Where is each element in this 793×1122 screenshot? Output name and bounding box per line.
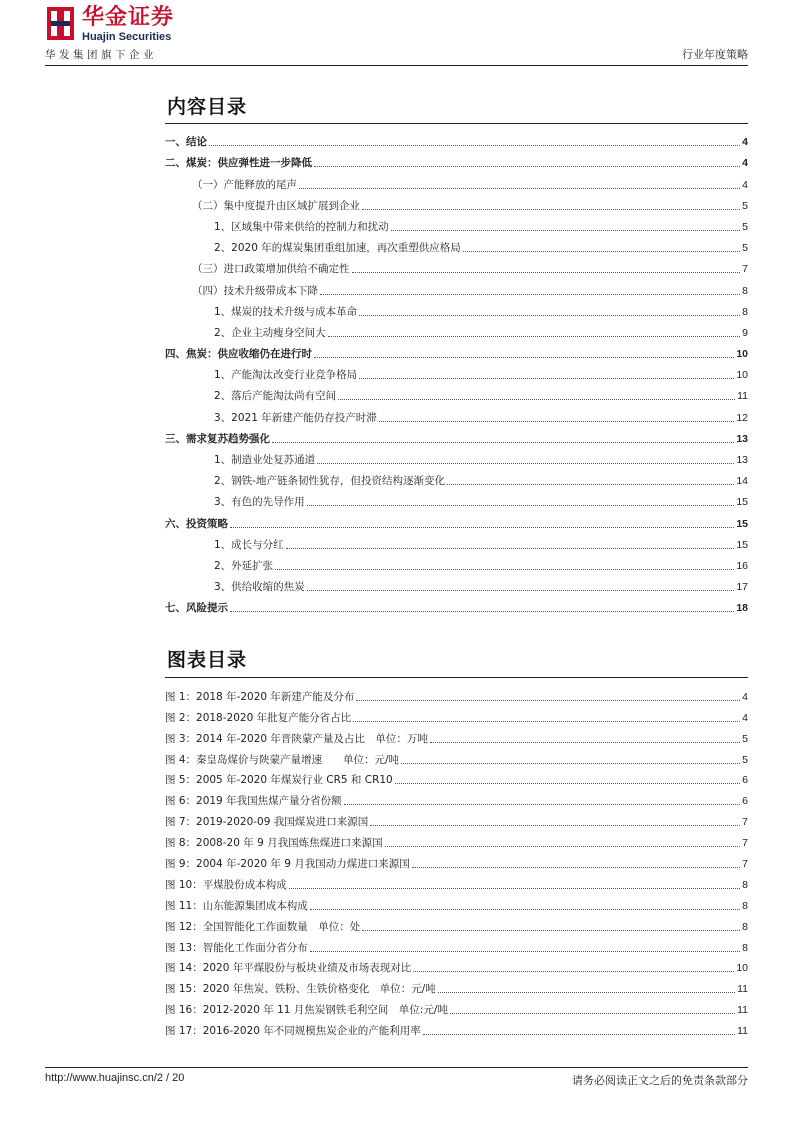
toc-entry-page: 13 (736, 432, 748, 445)
figure-entry-label: 图 15：2020 年焦炭、铁粉、生铁价格变化 单位：元/吨 (165, 983, 436, 996)
footer-disclaimer: 请务必阅读正文之后的免责条款部分 (572, 1074, 748, 1087)
figure-entry-page: 7 (742, 816, 748, 829)
figure-entry-page: 11 (737, 1004, 748, 1017)
toc-entry-page: 5 (742, 199, 748, 212)
figure-entry-label: 图 6：2019 年我国焦煤产量分省份额 (165, 795, 342, 808)
dot-leader (391, 230, 740, 231)
dot-leader (286, 548, 735, 549)
toc-entry-page: 9 (742, 326, 748, 339)
toc-entry[interactable] (165, 340, 748, 361)
toc-entry-label: （四）技术升级带成本下降 (192, 284, 318, 297)
toc-entry-label: 3、供给收缩的焦炭 (214, 581, 305, 594)
figure-list (165, 683, 748, 1038)
toc-entry-page: 4 (742, 178, 748, 191)
toc-entry[interactable] (165, 255, 748, 276)
figure-entry-page: 8 (742, 878, 748, 891)
figure-entry-label: 图 4：秦皇岛煤价与陕蒙产量增速 单位：元/吨 (165, 753, 400, 766)
toc-entry[interactable] (165, 382, 748, 403)
footer-divider (45, 1067, 748, 1068)
toc-entry[interactable] (165, 488, 748, 509)
toc-entry[interactable] (165, 446, 748, 467)
figure-entry-page: 8 (742, 920, 748, 933)
figure-entry[interactable] (165, 892, 748, 913)
toc-entry-label: 3、有色的先导作用 (214, 496, 305, 509)
figure-entry-page: 5 (742, 732, 748, 745)
dot-leader (307, 590, 735, 591)
figure-entry-label: 图 2：2018-2020 年批复产能分省占比 (165, 711, 352, 724)
dot-leader (423, 1034, 735, 1035)
figure-entry-page: 4 (742, 711, 748, 724)
figure-entry-page: 8 (742, 941, 748, 954)
dot-leader (230, 611, 734, 612)
toc-entry[interactable] (165, 234, 748, 255)
dot-leader (230, 527, 734, 528)
toc-entry-label: 二、煤炭：供应弹性进一步降低 (165, 157, 312, 170)
figure-entry-label: 图 9：2004 年-2020 年 9 月我国动力煤进口来源国 (165, 858, 410, 871)
dot-leader (317, 463, 734, 464)
toc-entry-label: 三、需求复苏趋势强化 (165, 432, 270, 445)
figure-entry-page: 6 (742, 774, 748, 787)
toc-entry-page: 8 (742, 284, 748, 297)
dot-leader (362, 209, 740, 210)
toc-entry-label: （一）产能释放的尾声 (192, 178, 297, 191)
dot-leader (338, 399, 735, 400)
toc-entry-page: 12 (736, 411, 748, 424)
figure-entry[interactable] (165, 683, 748, 704)
figure-entry-page: 11 (737, 1025, 748, 1038)
dot-leader (379, 421, 735, 422)
toc-title: 内容目录 (167, 96, 248, 118)
toc-entry-label: 六、投资策略 (165, 517, 228, 530)
dot-leader (310, 909, 740, 910)
toc-entry-label: 2、2020 年的煤炭集团重组加速，再次重塑供应格局 (214, 242, 461, 255)
figure-entry-page: 7 (742, 858, 748, 871)
figure-entry[interactable] (165, 913, 748, 934)
toc-entry[interactable] (165, 467, 748, 488)
toc-entry-label: （二）集中度提升由区域扩展到企业 (192, 199, 360, 212)
dot-leader (353, 721, 740, 722)
dot-leader (359, 378, 734, 379)
toc-entry[interactable] (165, 573, 748, 594)
figure-entry[interactable] (165, 746, 748, 767)
toc-entry-page: 4 (742, 136, 748, 149)
toc-entry-label: 1、煤炭的技术升级与成本革命 (214, 305, 358, 318)
dot-leader (209, 145, 740, 146)
toc-entry-page: 4 (742, 157, 748, 170)
dot-leader (413, 971, 734, 972)
header-divider (45, 65, 748, 66)
figure-entry-label: 图 12：全国智能化工作面数量 单位：处 (165, 920, 361, 933)
toc-entry[interactable] (165, 403, 748, 424)
figure-entry-label: 图 10：平煤股份成本构成 (165, 878, 287, 891)
figure-entry-page: 7 (742, 837, 748, 850)
toc-entry[interactable] (165, 509, 748, 530)
figure-entry[interactable] (165, 725, 748, 746)
figure-entry[interactable] (165, 934, 748, 955)
footer-url-page-number[interactable]: http://www.huajinsc.cn/2 / 20 (45, 1072, 185, 1084)
toc-entry-page: 7 (742, 263, 748, 276)
dot-leader (289, 888, 740, 889)
dot-leader (328, 336, 740, 337)
figure-entry[interactable] (165, 850, 748, 871)
figure-entry[interactable] (165, 996, 748, 1017)
dot-leader (352, 272, 741, 273)
dot-leader (370, 825, 740, 826)
dot-leader (356, 700, 740, 701)
toc-entry-page: 16 (736, 559, 748, 572)
dot-leader (314, 357, 734, 358)
toc-entry-label: 1、区域集中带来供给的控制力和扰动 (214, 220, 389, 233)
toc-entry-page: 13 (736, 454, 748, 466)
dot-leader (320, 294, 740, 295)
dot-leader (310, 951, 740, 952)
toc-list (165, 128, 748, 615)
figure-entry[interactable] (165, 871, 748, 892)
figure-entry-page: 5 (742, 753, 748, 766)
dot-leader (450, 1013, 735, 1014)
toc-entry-label: 2、落后产能淘汰尚有空间 (214, 390, 337, 403)
toc-entry-label: 2、钢铁-地产链条韧性犹存，但投资结构逐渐变化 (214, 475, 445, 488)
figure-entry-page: 8 (742, 899, 748, 912)
dot-leader (307, 505, 735, 506)
figure-entry-label: 图 3：2014 年-2020 年晋陕蒙产量及占比 单位：万吨 (165, 732, 428, 745)
figure-entry[interactable] (165, 1017, 748, 1038)
toc-entry-page: 5 (742, 220, 748, 233)
dot-leader (412, 867, 740, 868)
figures-title: 图表目录 (167, 649, 248, 671)
toc-entry-label: 1、制造业处复苏通道 (214, 454, 316, 466)
brand-tagline: 华发集团旗下企业 (45, 49, 157, 61)
dot-leader (430, 742, 740, 743)
dot-leader (299, 188, 740, 189)
toc-entry[interactable] (165, 128, 748, 149)
toc-entry-label: 2、企业主动瘦身空间大 (214, 326, 326, 339)
toc-entry[interactable] (165, 594, 748, 615)
figure-entry-label: 图 14：2020 年平煤股份与板块业绩及市场表现对比 (165, 962, 412, 975)
figure-entry-label: 图 16：2012-2020 年 11 月焦炭钢铁毛利空间 单位:元/吨 (165, 1004, 448, 1017)
toc-entry-page: 8 (742, 305, 748, 318)
toc-entry-label: 3、2021 年新建产能仍存投产时滞 (214, 411, 377, 424)
figure-entry-label: 图 13：智能化工作面分省分布 (165, 941, 308, 954)
figure-entry[interactable] (165, 955, 748, 976)
dot-leader (359, 315, 740, 316)
figure-entry-label: 图 11：山东能源集团成本构成 (165, 899, 308, 912)
toc-entry-label: 1、产能淘汰改变行业竞争格局 (214, 369, 358, 382)
dot-leader (447, 484, 734, 485)
figure-entry[interactable] (165, 829, 748, 850)
figure-entry-label: 图 8：2008-20 年 9 月我国炼焦煤进口来源国 (165, 837, 383, 850)
toc-entry-label: 2、外延扩张 (214, 559, 274, 572)
figure-entry-label: 图 17：2016-2020 年不同规模焦炭企业的产能利用率 (165, 1025, 421, 1038)
toc-entry-page: 10 (736, 369, 748, 382)
toc-entry-label: 1、成长与分红 (214, 538, 284, 551)
huajin-logo-icon (47, 7, 74, 40)
figure-entry[interactable] (165, 704, 748, 725)
figure-entry-label: 图 7：2019-2020-09 我国煤炭进口来源国 (165, 816, 369, 829)
toc-entry-page: 17 (736, 581, 748, 594)
toc-entry-page: 5 (742, 242, 748, 255)
toc-entry-page: 18 (736, 602, 748, 615)
toc-entry[interactable] (165, 425, 748, 446)
figure-entry-page: 10 (736, 962, 748, 975)
dot-leader (362, 930, 740, 931)
dot-leader (463, 251, 740, 252)
dot-leader (275, 569, 734, 570)
report-type: 行业年度策略 (682, 48, 748, 61)
dot-leader (401, 763, 740, 764)
toc-entry[interactable] (165, 298, 748, 319)
toc-entry-page: 14 (736, 475, 748, 488)
toc-entry[interactable] (165, 361, 748, 382)
figure-entry-page: 6 (742, 795, 748, 808)
toc-entry-label: （三）进口政策增加供给不确定性 (192, 263, 350, 276)
dot-leader (272, 442, 734, 443)
figure-entry[interactable] (165, 975, 748, 996)
figure-entry-label: 图 1：2018 年-2020 年新建产能及分布 (165, 690, 355, 703)
dot-leader (344, 804, 741, 805)
toc-entry[interactable] (165, 213, 748, 234)
brand-name-cn: 华金证券 (82, 5, 175, 30)
toc-entry-page: 11 (737, 390, 748, 403)
dot-leader (438, 992, 735, 993)
figure-entry-page: 4 (742, 690, 748, 703)
figure-entry-label: 图 5：2005 年-2020 年煤炭行业 CR5 和 CR10 (165, 774, 393, 787)
dot-leader (385, 846, 741, 847)
dot-leader (314, 166, 740, 167)
toc-entry-page: 15 (736, 517, 748, 530)
toc-entry-page: 15 (736, 538, 748, 551)
toc-entry[interactable] (165, 319, 748, 340)
toc-entry-label: 七、风险提示 (165, 602, 228, 615)
toc-entry[interactable] (165, 531, 748, 552)
figures-title-divider (165, 677, 748, 678)
figure-entry[interactable] (165, 808, 748, 829)
toc-entry[interactable] (165, 149, 748, 170)
dot-leader (395, 783, 740, 784)
toc-title-divider (165, 123, 748, 124)
brand-name-en: Huajin Securities (82, 31, 172, 43)
toc-entry[interactable] (165, 552, 748, 573)
toc-entry-page: 10 (736, 348, 748, 361)
toc-entry-page: 15 (736, 496, 748, 509)
toc-entry-label: 一、结论 (165, 136, 207, 149)
toc-entry[interactable] (165, 170, 748, 191)
toc-entry[interactable] (165, 276, 748, 297)
toc-entry-label: 四、焦炭：供应收缩仍在进行时 (165, 348, 312, 361)
toc-entry[interactable] (165, 192, 748, 213)
figure-entry-page: 11 (737, 983, 748, 996)
figure-entry[interactable] (165, 787, 748, 808)
figure-entry[interactable] (165, 767, 748, 788)
